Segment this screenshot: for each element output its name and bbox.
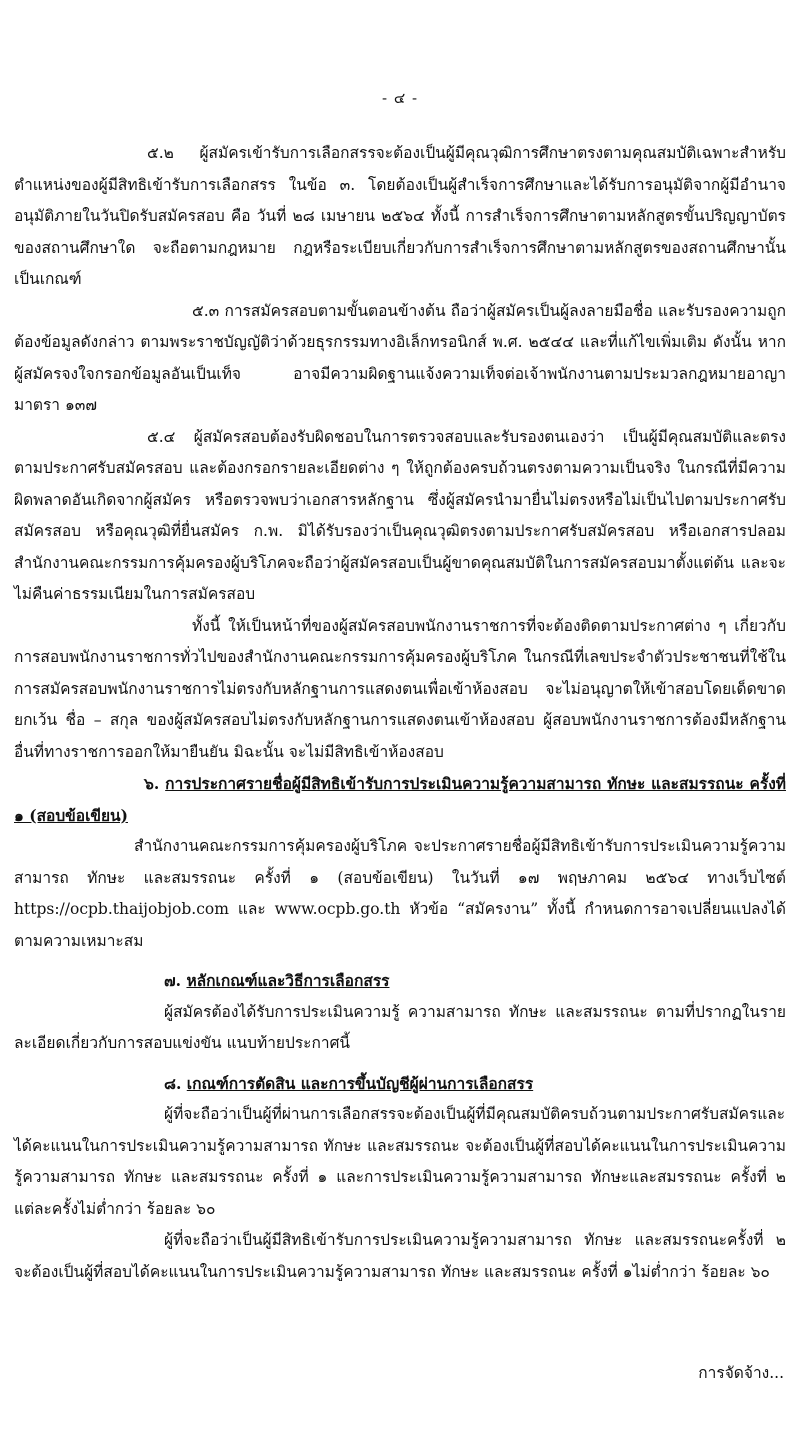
heading-section-6 [14, 768, 786, 831]
paragraph-6: สำนักงานคณะกรรมการคุ้มครองผู้บริโภค จะประกาศรายชื่อผู้มีสิทธิเข้ารับการประเมินความรู้ความสามารถ ทักษะ และสมรรถนะ ครั้งที่ ๑ (สอบข้อเขียน) ในวันที่ ๑๗ พฤษภาคม ๒๕๖๔ ทางเว็บไซต์ https://ocpb.thaijobjob.com และ www.ocpb.go.th หัวข้อ “สมัครงาน” ทั้งนี้ กำหนดการอาจเปลี่ยนแปลงได้ตามความเหมาะสม [14, 837, 786, 950]
paragraph-5-4: ๕.๔ ผู้สมัครสอบต้องรับผิดชอบในการตรวจสอบและรับรองตนเองว่า เป็นผู้มีคุณสมบัติและตรงตามประกาศรับสมัครสอบ และต้องกรอกรายละเอียดต่าง ๆ ให้ถูกต้องครบถ้วนตรงตามความเป็นจริง ในกรณีที่มีความผิดพลาดอันเกิดจากผู้สมัคร หรือตรวจพบว่าเอกสารหลักฐาน ซึ่งผู้สมัครนำมายื่นไม่ตรงหรือไม่เป็นไปตามประกาศรับสมัครสอบ หรือคุณวุฒิที่ยื่นสมัคร ก.พ. มิได้รับรองว่าเป็นคุณวุฒิตรงตามประกาศรับสมัครสอบ หรือเอกสารปลอม สำนักงานคณะกรรมการคุ้มครองผู้บริโภคจะถือว่าผู้สมัครสอบเป็นผู้ขาดคุณสมบัติในการสมัครสอบมาตั้งแต่ต้น และจะไม่คืนค่าธรรมเนียมในการสมัครสอบ [14, 427, 786, 603]
heading-section-7-title: หลักเกณฑ์และวิธีการเลือกสรร [186, 971, 390, 990]
heading-section-7-number: ๗. [164, 971, 187, 990]
heading-section-8 [14, 1068, 786, 1100]
heading-section-6-title: การประกาศรายชื่อผู้มีสิทธิเข้ารับการประเมินความรู้ความสามารถ ทักษะ และสมรรถนะ ครั้งที่ ๑ (สอบข้อเขียน) [14, 774, 786, 825]
heading-section-6-number: ๖. [144, 774, 166, 793]
paragraph-8-a: ผู้ที่จะถือว่าเป็นผู้ที่ผ่านการเลือกสรรจะต้องเป็นผู้ที่มีคุณสมบัติครบถ้วนตามประกาศรับสมัครและได้คะแนนในการประเมินความรู้ความสามารถ ทักษะ และสมรรถนะ จะต้องเป็นผู้ที่สอบได้คะแนนในการประเมินความรู้ความสามารถ ทักษะ และสมรรถนะ ครั้งที่ ๑ และการประเมินความรู้ความสามารถ ทักษะและสมรรถนะ ครั้งที่ ๒ แต่ละครั้งไม่ต่ำกว่า ร้อยละ ๖๐ [14, 1105, 786, 1218]
footer-continuation: การจัดจ้าง... [698, 1364, 784, 1382]
heading-section-8-title: เกณฑ์การตัดสิน และการขึ้นบัญชีผู้ผ่านการเลือกสรร [186, 1073, 534, 1093]
paragraph-7: ผู้สมัครต้องได้รับการประเมินความรู้ ความสามารถ ทักษะ และสมรรถนะ ตามที่ปรากฏในรายละเอียดเกี่ยวกับการสอบแข่งขัน แนบท้ายประกาศนี้ [14, 1002, 786, 1052]
paragraph-8-b: ผู้ที่จะถือว่าเป็นผู้มีสิทธิเข้ารับการประเมินความรู้ความสามารถ ทักษะ และสมรรถนะครั้งที่ ๒ จะต้องเป็นผู้ที่สอบได้คะแนนในการประเมินความรู้ความสามารถ ทักษะ และสมรรถนะ ครั้งที่ ๑ไม่ต่ำกว่า ร้อยละ ๖๐ [14, 1231, 786, 1281]
document-body [14, 138, 786, 1288]
paragraph-5-3: ๕.๓ การสมัครสอบตามขั้นตอนข้างต้น ถือว่าผู้สมัครเป็นผู้ลงลายมือชื่อ และรับรองความถูกต้องข้อมูลดังกล่าว ตามพระราชบัญญัติว่าด้วยธุรกรรมทางอิเล็กทรอนิกส์ พ.ศ. ๒๕๔๔ และที่แก้ไขเพิ่มเติม ดังนั้น หากผู้สมัครจงใจกรอกข้อมูลอันเป็นเท็จ อาจมีความผิดฐานแจ้งความเท็จต่อเจ้าพนักงานตามประมวลกฎหมายอาญา มาตรา ๑๓๗ [14, 301, 786, 414]
page-number: - ๔ - [381, 89, 419, 107]
heading-section-7 [14, 965, 786, 997]
paragraph-5-4-continued: ทั้งนี้ ให้เป็นหน้าที่ของผู้สมัครสอบพนักงานราชการที่จะต้องติดตามประกาศต่าง ๆ เกี่ยวกับการสอบพนักงานราชการทั่วไปของสำนักงานคณะกรรมการคุ้มครองผู้บริโภค ในกรณีที่เลขประจำตัวประชาชนที่ใช้ในการสมัครสอบพนักงานราชการไม่ตรงกับหลักฐานการแสดงตนเพื่อเข้าห้องสอบ จะไม่อนุญาตให้เข้าสอบโดยเด็ดขาด ยกเว้น ชื่อ – สกุล ของผู้สมัครสอบไม่ตรงกับหลักฐานการแสดงตนเข้าห้องสอบ ผู้สอบพนักงานราชการต้องมีหลักฐานอื่นที่ทางราชการออกให้มายืนยัน มิฉะนั้น จะไม่มีสิทธิเข้าห้องสอบ [14, 616, 786, 761]
heading-section-8-number: ๘. [164, 1073, 187, 1093]
paragraph-5-2: ๕.๒ ผู้สมัครเข้ารับการเลือกสรรจะต้องเป็นผู้มีคุณวุฒิการศึกษาตรงตามคุณสมบัติเฉพาะสำหรับตำแหน่งของผู้มีสิทธิเข้ารับการเลือกสรร ในข้อ ๓. โดยต้องเป็นผู้สำเร็จการศึกษาและได้รับการอนุมัติจากผู้มีอำนาจอนุมัติภายในวันปิดรับสมัครสอบ คือ วันที่ ๒๘ เมษายน ๒๕๖๔ ทั้งนี้ การสำเร็จการศึกษาตามหลักสูตรขั้นปริญญาบัตร ของสถานศึกษาใด จะถือตามกฎหมาย กฎหรือระเบียบเกี่ยวกับการสำเร็จการศึกษาตามหลักสูตรของสถานศึกษานั้นเป็นเกณฑ์ [14, 144, 786, 288]
